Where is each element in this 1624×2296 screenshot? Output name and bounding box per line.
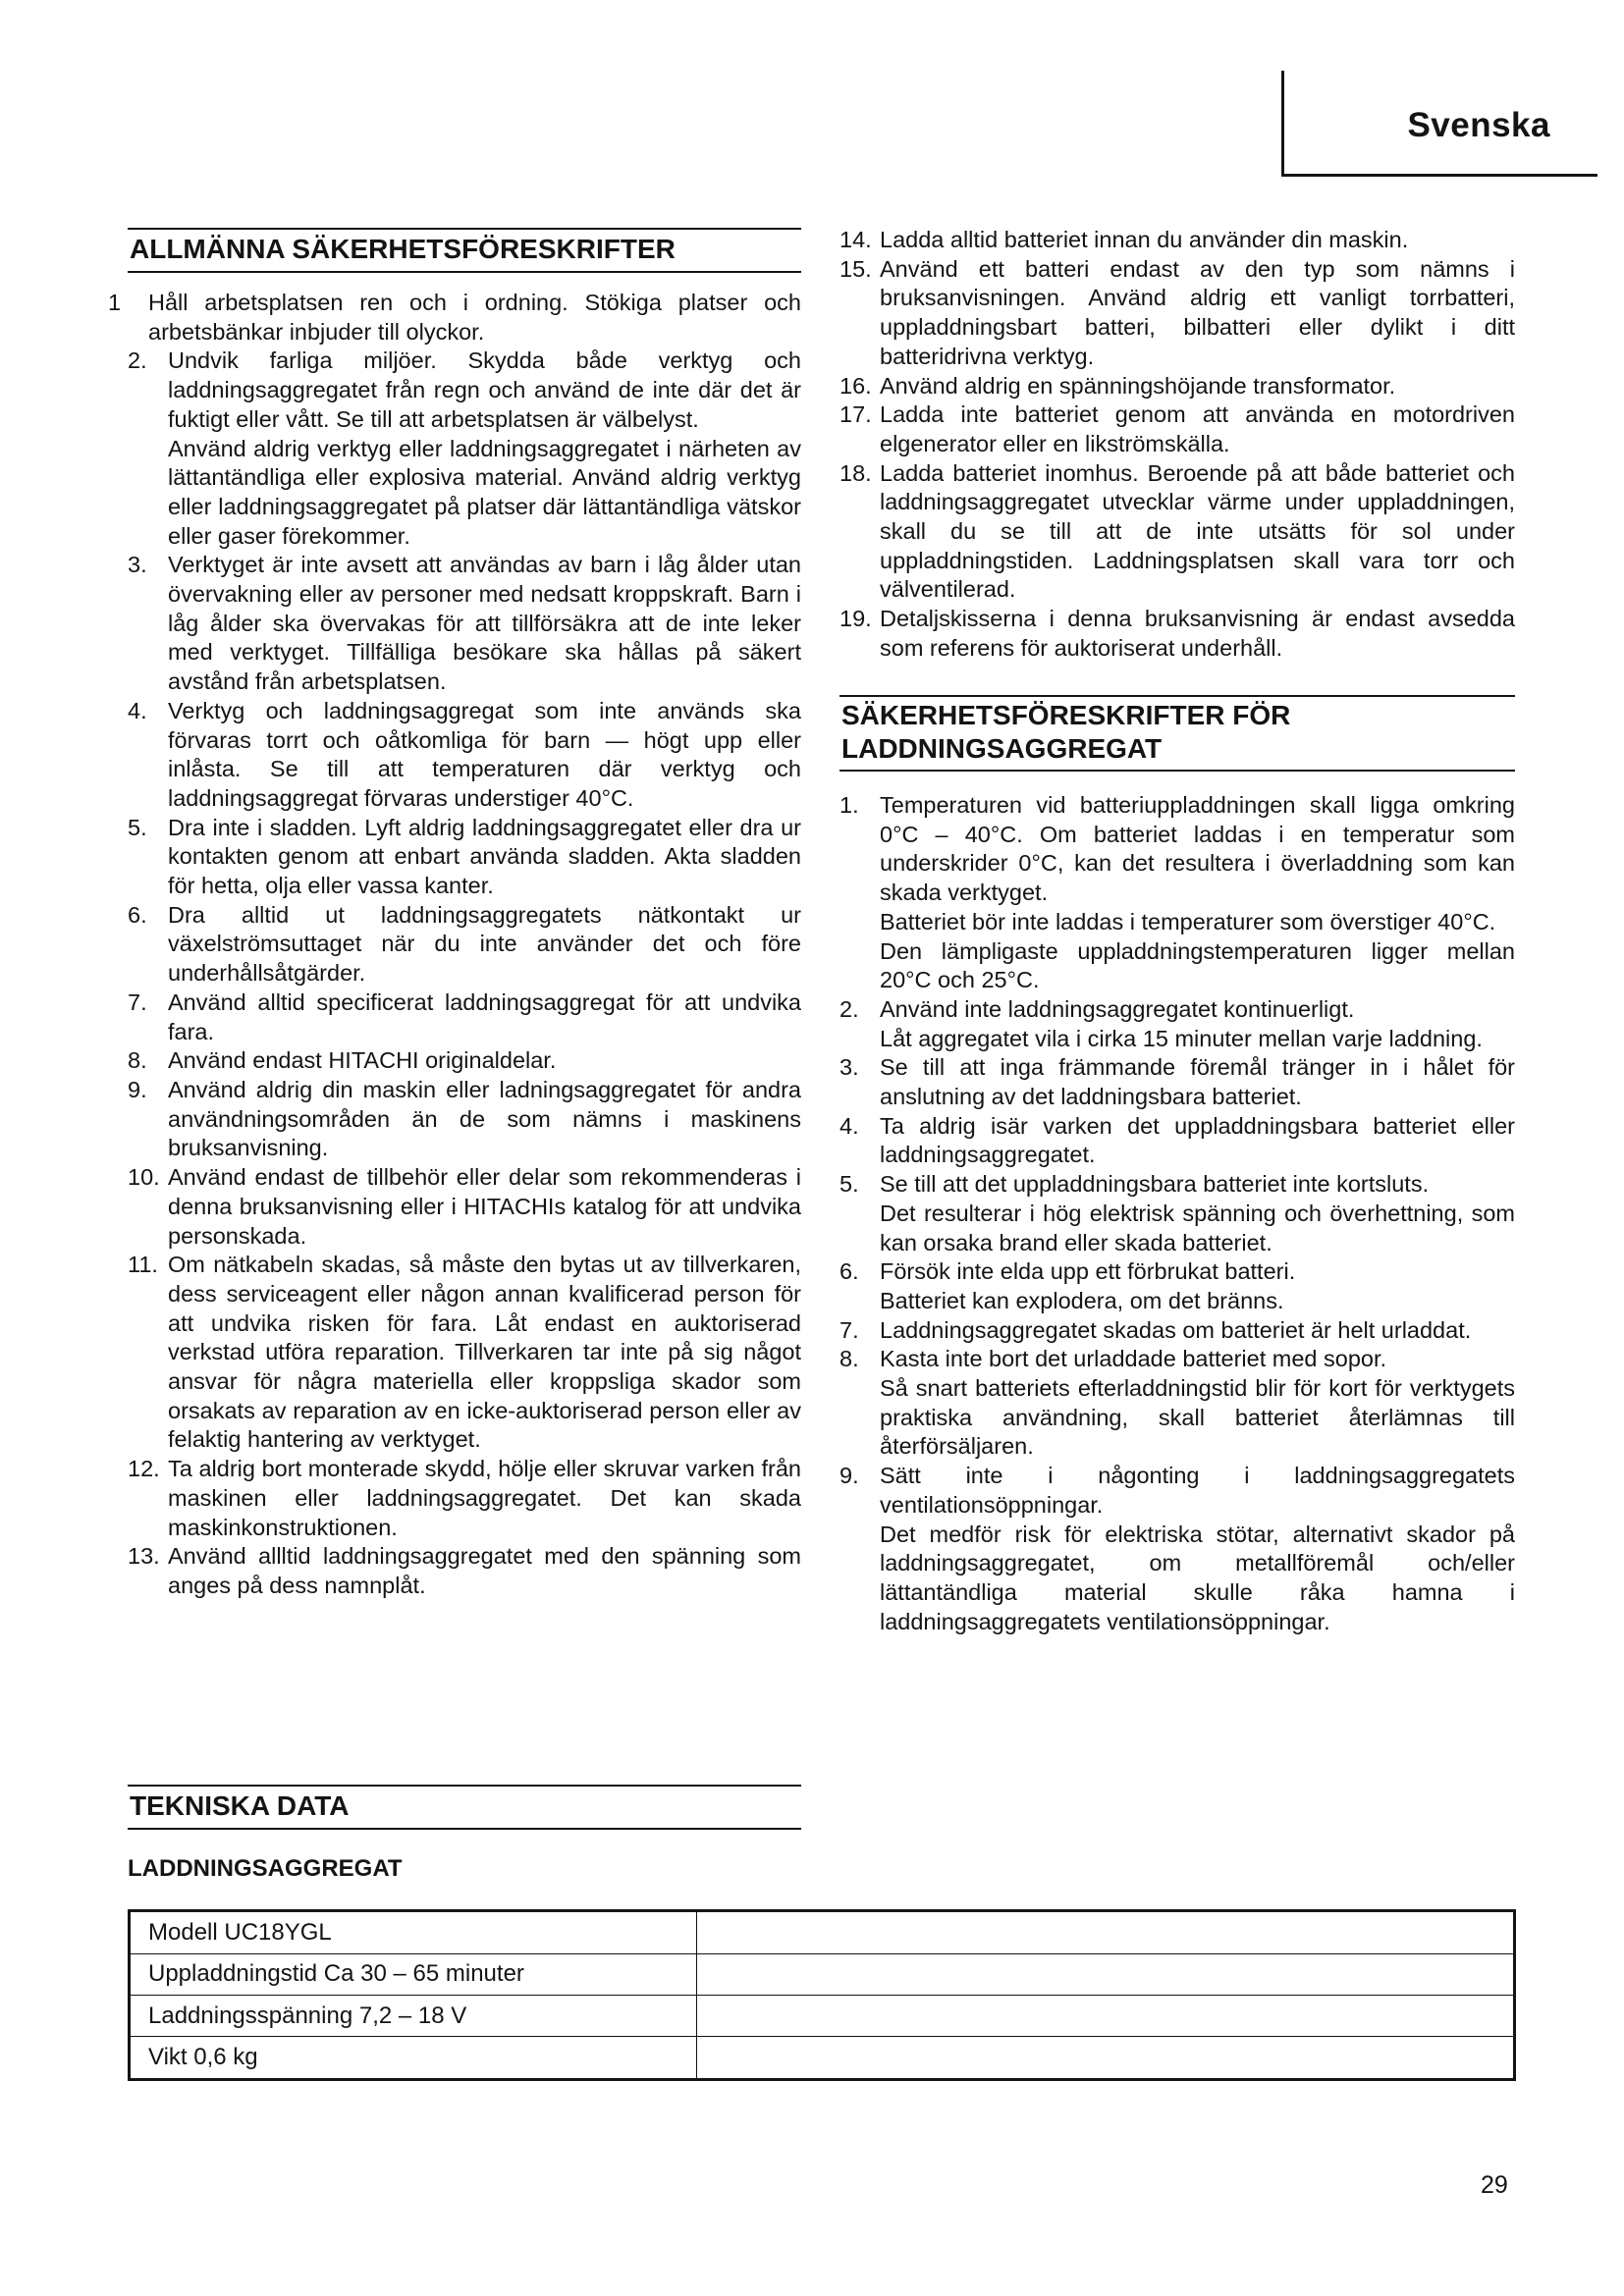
spec-table (128, 1909, 1516, 2081)
table-row (130, 1953, 1515, 1995)
list-item: 6. Försök inte elda upp ett förbrukat batteri. Batteriet kan explodera, om det bränns. (839, 1258, 1296, 1313)
list-item: 10. Använd endast de tillbehör eller delar som rekommenderas i denna bruksanvisning eller i HITACHIs katalog för att undvika personskada. (128, 1164, 801, 1249)
list-item: 5. Se till att det uppladdningsbara batteriet inte kortsluts. Det resulterar i hög elektrisk spänning och överhettning, som kan orsaka brand eller skada batteriet. (839, 1171, 1515, 1255)
list-item: 5. Dra inte i sladden. Lyft aldrig laddningsaggregatet eller dra ur kontakten genom att enbart använda sladden. Akta sladden för hetta, olja eller vassa kanter. (128, 814, 801, 899)
list-item: 1 Håll arbetsplatsen ren och i ordning. Stökiga platser och arbetsbänkar inbjuder till olyckor. (108, 290, 801, 345)
table-row (130, 1995, 1515, 2036)
list-item: 12. Ta aldrig bort monterade skydd, hölje eller skruvar varken från maskinen eller laddningsaggregatet. Det kan skada maskinkonstruktionen. (128, 1456, 801, 1540)
list-item: 8. Använd endast HITACHI originaldelar. (128, 1047, 557, 1074)
charger-safety-heading (839, 695, 1515, 772)
list-item: 9. Använd aldrig din maskin eller ladningsaggregatet för andra användningsområden än de som nämns i maskinens bruksanvisning. (128, 1076, 801, 1161)
charger-safety-title-line1: SÄKERHETSFÖRESKRIFTER FÖR (841, 700, 1291, 730)
table-row (130, 2037, 1515, 2080)
language-label: Svenska (1407, 106, 1550, 144)
list-item: 7. Använd alltid specificerat laddningsaggregat för att undvika fara. (128, 988, 801, 1044)
language-tab (1281, 71, 1597, 177)
general-safety-list-left (108, 289, 801, 1601)
list-item: 18. Ladda batteriet inomhus. Beroende på att både batteriet och laddningsaggregatet utvecklar värme under uppladdningen, skall du se till att de inte utsätts för sol under uppladdningstiden. Laddningsplatsen skall vara torr och välventilerad. (839, 459, 1515, 603)
list-item: 16. Använd aldrig en spänningshöjande transformator. (839, 372, 1396, 399)
list-item: 4. Verktyg och laddningsaggregat som inte används ska förvaras torrt och oåtkomliga för barn — högt upp eller inlåsta. Se till att temperaturen där verktyg och laddningsaggregat förvaras understiger 40°C. (128, 697, 801, 811)
list-item: 6. Dra alltid ut laddningsaggregatets nätkontakt ur växelströmsuttaget när du inte använder det och före underhållsåtgärder. (128, 901, 801, 987)
list-item: 2. Undvik farliga miljöer. Skydda både verktyg och laddningsaggregatet från regn och använd de inte där det är fuktigt eller vått. Se till att arbetsplatsen är välbelyst. Använd aldrig verktyg eller laddningsaggregatet i närheten av lättantändliga eller explosiva material. Använd aldrig verktyg eller laddningsaggregatet på platser där lättantändliga vätskor eller gaser förekommer. (128, 347, 801, 549)
general-safety-list-right (839, 226, 1515, 664)
list-item: 19. Detaljskisserna i denna bruksanvisning är endast avsedda som referens för auktoriserat underhåll. (839, 606, 1515, 661)
list-item: 9. Sätt inte i någonting i laddningsaggregatets ventilationsöppningar. Det medför risk för elektriska stötar, alternativt skador på laddningsaggregatet, om metallföremål och/eller lättantändliga material skulle råka hamna i laddningsaggregatets ventilationsöppningar. (839, 1463, 1515, 1634)
spec-label: Vikt 0,6 kg (130, 2037, 697, 2080)
list-item: 7. Laddningsaggregatet skadas om batteriet är helt urladdat. (839, 1316, 1472, 1343)
spec-value (697, 1911, 1515, 1954)
technical-data-title: TEKNISKA DATA (130, 1790, 350, 1821)
list-item: 1. Temperaturen vid batteriuppladdningen skall ligga omkring 0°C – 40°C. Om batteriet laddas i en temperatur som underskrider 0°C, kan det resultera i överladdning som kan skada verktyget. Batteriet bör inte laddas i temperaturer som överstiger 40°C. Den lämpligaste uppladdningstemperaturen ligger mellan 20°C och 25°C. (839, 792, 1515, 993)
list-item: 3. Se till att inga främmande föremål tränger in i hålet för anslutning av det laddningsbara batteriet. (839, 1054, 1515, 1110)
list-item: 2. Använd inte laddningsaggregatet kontinuerligt. Låt aggregatet vila i cirka 15 minuter mellan varje laddning. (839, 995, 1483, 1051)
technical-data-subtitle: LADDNINGSAGGREGAT (128, 1855, 403, 1882)
charger-safety-list (839, 791, 1515, 1636)
table-row (130, 1911, 1515, 1954)
charger-safety-title-line2: LADDNINGSAGGREGAT (841, 733, 1163, 764)
list-item: 8. Kasta inte bort det urladdade batteriet med sopor. Så snart batteriets efterladdningstid blir för kort för verktygets praktiska användning, skall batteriet återlämnas till återförsäljaren. (839, 1346, 1515, 1460)
spec-label: Laddningsspänning 7,2 – 18 V (130, 1995, 697, 2036)
list-item: 13. Använd allltid laddningsaggregatet med den spänning som anges på dess namnplåt. (128, 1543, 801, 1598)
spec-label: Modell UC18YGL (130, 1911, 697, 1954)
page-number: 29 (1481, 2171, 1508, 2199)
list-item: 11. Om nätkabeln skadas, så måste den bytas ut av tillverkaren, dess serviceagent eller någon annan kvalificerad person för att undvika risken för fara. Låt endast en auktoriserad verkstad utföra reparation. Tillverkaren tar inte på sig något ansvar för några materiella eller kroppsliga skador som orsakats av reparation av en icke-auktoriserad person eller av felaktig hantering av verktyget. (128, 1252, 801, 1453)
list-item: 17. Ladda inte batteriet genom att använda en motordriven elgenerator eller en likströmskälla. (839, 401, 1515, 456)
spec-value (697, 1995, 1515, 2036)
spec-label: Uppladdningstid Ca 30 – 65 minuter (130, 1953, 697, 1995)
spec-value (697, 1953, 1515, 1995)
general-safety-title: ALLMÄNNA SÄKERHETSFÖRESKRIFTER (130, 234, 676, 264)
list-item: 3. Verktyget är inte avsett att användas av barn i låg ålder utan övervakning eller av personer med nedsatt kroppskraft. Barn i låg ålder ska övervakas för att tillförsäkra att de inte leker med verktyget. Tillfälliga besökare ska hållas på säkert avstånd från arbetsplatsen. (128, 552, 801, 695)
list-item: 15. Använd ett batteri endast av den typ som nämns i bruksanvisningen. Använd aldrig ett vanligt torrbatteri, uppladdningsbart batteri, bilbatteri eller dylikt i ditt batteridrivna verktyg. (839, 255, 1515, 369)
list-item: 4. Ta aldrig isär varken det uppladdningsbara batteriet eller laddningsaggregatet. (839, 1112, 1515, 1168)
list-item: 14. Ladda alltid batteriet innan du använder din maskin. (839, 227, 1409, 252)
spec-value (697, 2037, 1515, 2080)
general-safety-heading (128, 228, 801, 273)
technical-data-heading (128, 1785, 801, 1830)
